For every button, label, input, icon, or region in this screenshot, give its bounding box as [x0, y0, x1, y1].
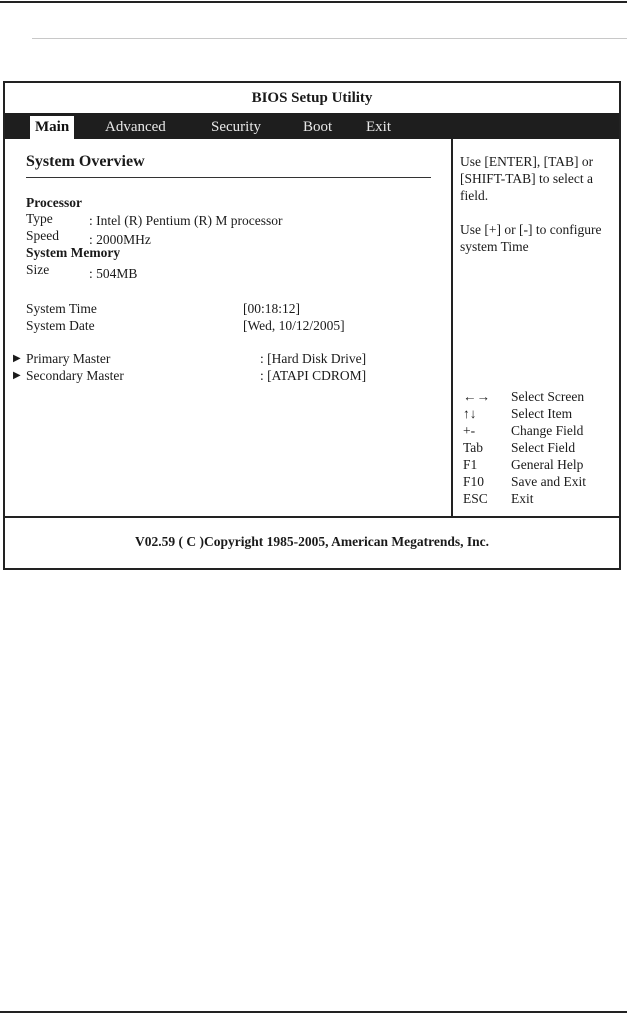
copyright-footer: V02.59 ( C )Copyright 1985-2005, American Megatrends, Inc. [5, 516, 619, 568]
bios-title: BIOS Setup Utility [251, 90, 373, 106]
page-header-rule [32, 38, 627, 39]
menu-bar [5, 113, 619, 139]
page-top-rule [0, 1, 627, 3]
section-divider [26, 177, 431, 178]
page-bottom-rule [0, 1011, 627, 1013]
system-date-field[interactable]: [Wed, 10/12/2005] [243, 318, 345, 333]
secondary-master-arrow-icon: ▶ [13, 370, 21, 381]
help-text-time: Use [+] or [-] to configure system Time [460, 222, 602, 254]
memory-size-label: Size [26, 262, 50, 277]
secondary-master-label[interactable]: Secondary Master [26, 368, 124, 383]
tab-advanced[interactable]: Advanced [105, 119, 166, 135]
system-time-field[interactable]: [00:18:12] [243, 301, 300, 316]
bios-screen [3, 81, 621, 570]
tab-security[interactable]: Security [211, 119, 261, 135]
settings-pane [5, 139, 453, 516]
primary-master-arrow-icon: ▶ [13, 353, 21, 364]
main-area [5, 139, 619, 516]
help-text-navigation: Use [ENTER], [TAB] or [SHIFT-TAB] to select a field. [460, 154, 594, 203]
processor-heading: Processor [26, 195, 82, 210]
tab-main[interactable]: Main [30, 116, 74, 139]
processor-type-value: : Intel (R) Pentium (R) M processor [89, 213, 283, 228]
system-date-label: System Date [26, 318, 95, 333]
memory-size-value: : 504MB [89, 266, 138, 281]
primary-master-label[interactable]: Primary Master [26, 351, 111, 366]
secondary-master-value[interactable]: : [ATAPI CDROM] [260, 368, 367, 383]
section-title: System Overview [26, 153, 145, 170]
left-right-arrows-icon: ←→ [463, 389, 490, 404]
system-time-label: System Time [26, 301, 97, 316]
processor-speed-label: Speed [26, 228, 59, 243]
tab-boot[interactable]: Boot [303, 119, 333, 135]
primary-master-value[interactable]: : [Hard Disk Drive] [260, 351, 367, 366]
memory-heading: System Memory [26, 245, 121, 260]
up-down-arrows-icon: ↑↓ [463, 406, 477, 421]
tab-exit[interactable]: Exit [366, 119, 391, 135]
help-pane: Use [ENTER], [TAB] or [SHIFT-TAB] to select a field. Use [+] or [-] to configure system Time ←→ Select Screen ↑↓ Select Item +- Change Field Tab Select Field F1 General Help F10 Save and Exit ESC Exit [453, 139, 619, 516]
processor-speed-value: : 2000MHz [89, 232, 151, 247]
processor-type-label: Type [26, 211, 53, 226]
